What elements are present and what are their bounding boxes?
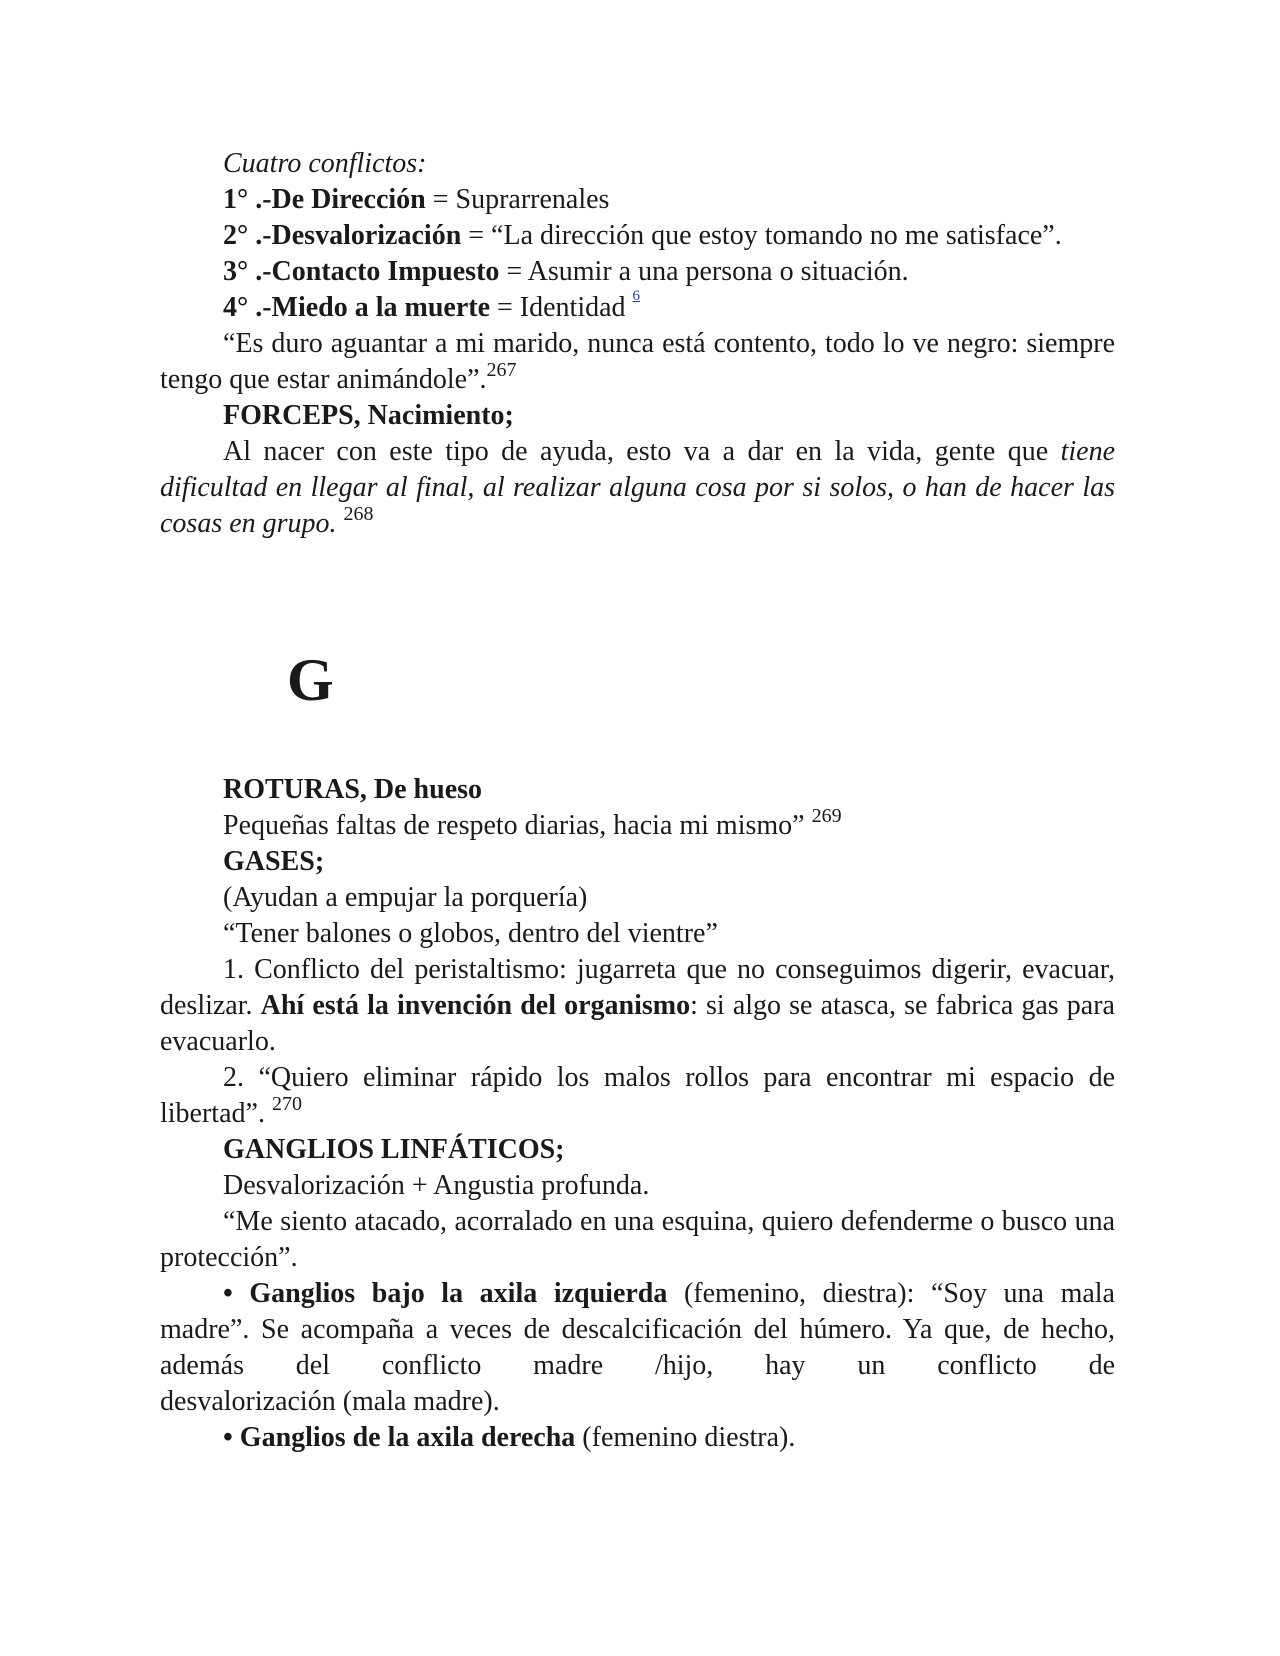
conflict-item-3-text: = Asumir a una persona o situación.	[499, 256, 909, 287]
forceps-heading: FORCEPS, Nacimiento;	[223, 400, 514, 431]
conflict-item-4-text: = Identidad	[490, 292, 633, 323]
conflict-item-2-text: = “La dirección que estoy tomando no me satisface”.	[461, 220, 1062, 251]
document-page	[160, 146, 1115, 1456]
ganglios-line-2: “Me siento atacado, acorralado en una esquina, quiero defenderme o busco una protección”.	[160, 1206, 1115, 1273]
ganglios-bullet-1	[160, 1276, 1115, 1384]
roturas-text: Pequeñas faltas de respeto diarias, hacia mi mismo”	[223, 810, 812, 841]
forceps-text-italic: tiene dificultad en llegar al final, al realizar alguna cosa por si solos, o han de hacer las cosas en grupo.	[160, 436, 1115, 539]
conflict-item-1-text: = Suprarrenales	[425, 184, 610, 215]
ganglios-heading: GANGLIOS LINFÁTICOS;	[223, 1134, 565, 1165]
conflict-item-1-label: 1° .-De Dirección	[223, 184, 426, 215]
ganglios-bullet-1-bold: • Ganglios bajo la axila izquierda	[223, 1278, 668, 1309]
spacer	[160, 542, 1115, 650]
gases-item-2	[160, 1060, 1115, 1132]
ganglios-bullet-1-end: desvalorización (mala madre).	[160, 1386, 500, 1417]
reference-number: 267	[486, 359, 517, 381]
gases-item-1	[160, 952, 1115, 1060]
gases-item-2-text: 2. “Quiero eliminar rápido los malos rollos para encontrar mi espacio de libertad”.	[160, 1062, 1115, 1129]
roturas-paragraph	[160, 805, 1115, 844]
forceps-paragraph	[160, 434, 1115, 542]
reference-number: 270	[271, 1093, 302, 1115]
conflict-item-3-label: 3° .-Contacto Impuesto	[223, 256, 500, 287]
conflict-item-4-label: 4° .-Miedo a la muerte	[223, 292, 491, 323]
footnote-link[interactable]: 6	[632, 288, 641, 304]
ganglios-bullet-2-bold: • Ganglios de la axila derecha	[223, 1422, 576, 1453]
four-conflicts-heading: Cuatro conflictos:	[223, 148, 427, 179]
conflict-item-2-label: 2° .-Desvalorización	[223, 220, 462, 251]
forceps-text: Al nacer con este tipo de ayuda, esto va a dar en la vida, gente que	[223, 436, 1061, 467]
gases-line-1: (Ayudan a empujar la porquería)	[223, 882, 588, 913]
section-letter: G	[287, 647, 334, 713]
roturas-heading: ROTURAS, De hueso	[223, 774, 483, 805]
conflict-quote-text: “Es duro aguantar a mi marido, nunca está contento, todo lo ve negro: siempre tengo que estar animándole”.	[160, 328, 1115, 395]
gases-heading: GASES;	[223, 846, 325, 877]
conflict-item-3	[160, 254, 1115, 290]
ganglios-bullet-2-text: (femenino diestra).	[575, 1422, 796, 1453]
conflict-item-4	[160, 290, 1115, 326]
gases-item-1-text: 1. Conflicto del peristaltismo: jugarreta que no conseguimos digerir, evacuar, deslizar.	[160, 954, 1115, 1021]
spacer	[160, 710, 1115, 772]
ganglios-line-1: Desvalorización + Angustia profunda.	[223, 1170, 650, 1201]
gases-item-1-bold: Ahí está la invención del organismo	[260, 990, 691, 1021]
ganglios-bullet-1-text: (femenino, diestra): “Soy una mala madre”. Se acompaña a veces de descalcificación del húmero. Ya que, de hecho, además del conflicto madre /hijo, hay un conflicto de	[160, 1278, 1115, 1381]
reference-number: 269	[811, 805, 842, 827]
gases-line-2: “Tener balones o globos, dentro del vientre”	[223, 918, 718, 949]
reference-number: 268	[343, 503, 374, 525]
conflict-quote	[160, 326, 1115, 398]
ganglios-bullet-2	[160, 1420, 1115, 1456]
gases-item-1-text-end: : si algo se atasca, se fabrica gas para evacuarlo.	[160, 990, 1115, 1057]
conflict-item-2	[160, 218, 1115, 254]
conflict-item-1	[160, 182, 1115, 218]
